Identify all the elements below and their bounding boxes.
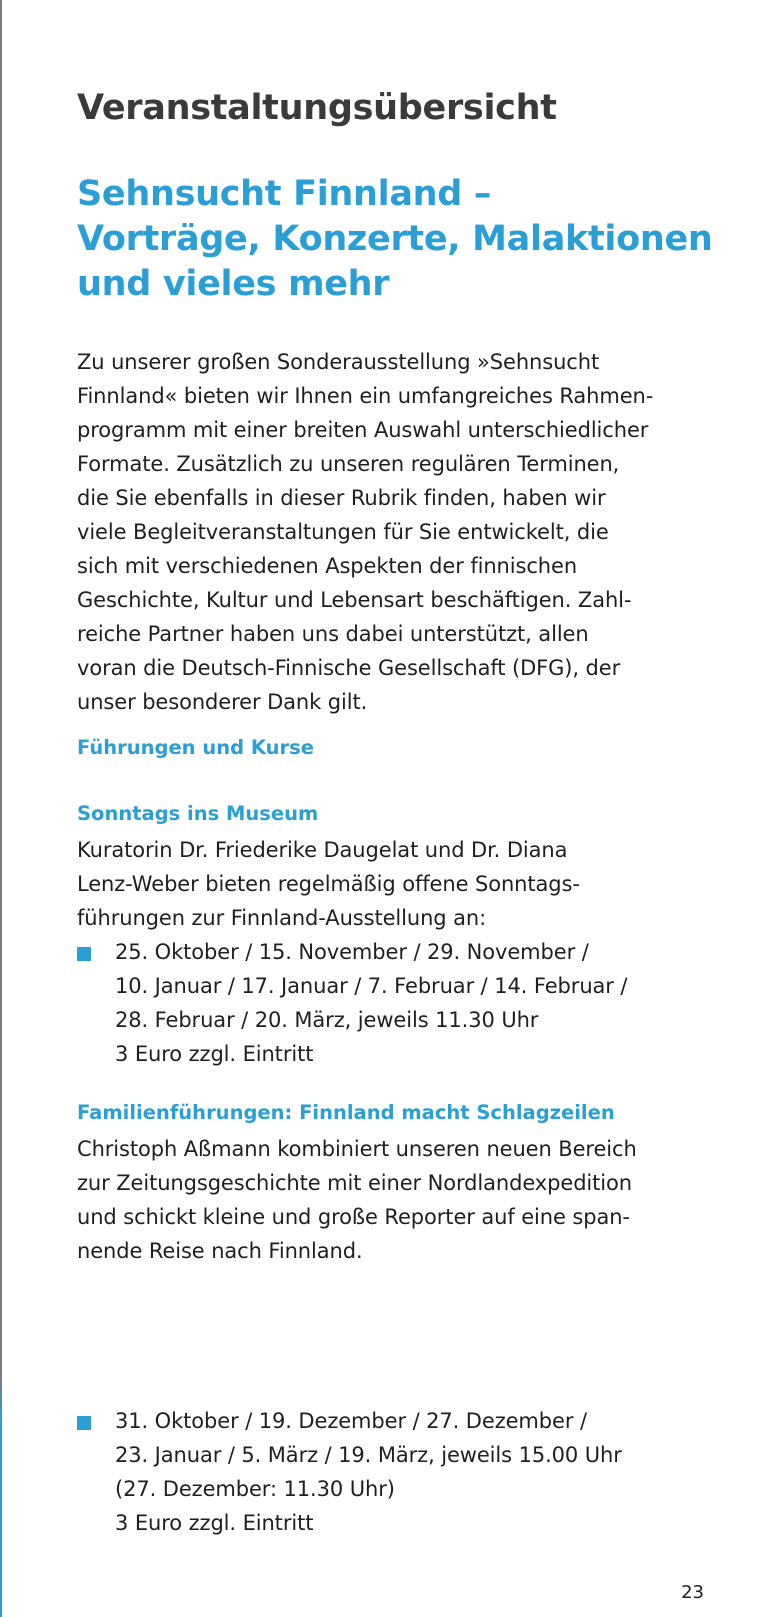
bullet-square-icon: [77, 1416, 91, 1430]
intro-line: programm mit einer breiten Auswahl unterschiedlicher: [77, 418, 649, 442]
event-description: [77, 833, 580, 935]
event-description-line: nende Reise nach Finnland.: [77, 1239, 363, 1263]
intro-paragraph: [77, 345, 653, 719]
event-dates: [77, 935, 737, 1071]
event-date-line: 10. Januar / 17. Januar / 7. Februar / 14. Februar /: [115, 974, 628, 998]
event-description-line: Lenz-Weber bieten regelmäßig offene Sonntags-: [77, 872, 580, 896]
event-date-line: 28. Februar / 20. März, jeweils 11.30 Uhr: [115, 1008, 539, 1032]
event-description-line: Christoph Aßmann kombiniert unseren neuen Bereich: [77, 1137, 637, 1161]
bullet-square-icon: [77, 947, 91, 961]
intro-line: Zu unserer großen Sonderausstellung »Sehnsucht: [77, 350, 600, 374]
event-date-line: 23. Januar / 5. März / 19. März, jeweils 15.00 Uhr: [115, 1443, 622, 1467]
event-date-line: 25. Oktober / 15. November / 29. November /: [115, 940, 589, 964]
event-description: [77, 1132, 637, 1268]
event-title: Sonntags ins Museum: [77, 802, 319, 825]
intro-line: voran die Deutsch-Finnische Gesellschaft (DFG), der: [77, 656, 621, 680]
headline-line: und vieles mehr: [77, 264, 390, 304]
category-heading: Führungen und Kurse: [77, 736, 314, 759]
event-date-line: 31. Oktober / 19. Dezember / 27. Dezember /: [115, 1409, 587, 1433]
intro-line: sich mit verschiedenen Aspekten der finnischen: [77, 554, 578, 578]
intro-line: Formate. Zusätzlich zu unseren regulären Terminen,: [77, 452, 620, 476]
intro-line: reiche Partner haben uns dabei unterstützt, allen: [77, 622, 589, 646]
event-price: 3 Euro zzgl. Eintritt: [115, 1042, 314, 1066]
intro-line: die Sie ebenfalls in dieser Rubrik finden, haben wir: [77, 486, 606, 510]
page-content: [77, 0, 737, 1535]
intro-line: viele Begleitveranstaltungen für Sie entwickelt, die: [77, 520, 609, 544]
event-description-line: und schickt kleine und große Reporter auf eine span-: [77, 1205, 630, 1229]
headline-line: Vorträge, Konzerte, Malaktionen: [77, 219, 713, 259]
event-description-line: führungen zur Finnland-Ausstellung an:: [77, 906, 487, 930]
event-description-line: zur Zeitungsgeschichte mit einer Nordlandexpedition: [77, 1171, 632, 1195]
intro-line: Finnland« bieten wir Ihnen ein umfangreiches Rahmen-: [77, 384, 654, 408]
event-title: Familienführungen: Finnland macht Schlagzeilen: [77, 1101, 615, 1124]
headline: [77, 172, 713, 307]
intro-line: Geschichte, Kultur und Lebensart beschäftigen. Zahl-: [77, 588, 632, 612]
event-date-line: (27. Dezember: 11.30 Uhr): [115, 1477, 395, 1501]
event-dates: [77, 1404, 737, 1540]
intro-line: unser besonderer Dank gilt.: [77, 690, 368, 714]
event-description-line: Kuratorin Dr. Friederike Daugelat und Dr. Diana: [77, 838, 568, 862]
page-edge: [0, 0, 2, 1617]
page-number: 23: [681, 1582, 704, 1603]
headline-line: Sehnsucht Finnland –: [77, 174, 492, 214]
event-price: 3 Euro zzgl. Eintritt: [115, 1511, 314, 1535]
section-title: Veranstaltungsübersicht: [77, 88, 557, 128]
